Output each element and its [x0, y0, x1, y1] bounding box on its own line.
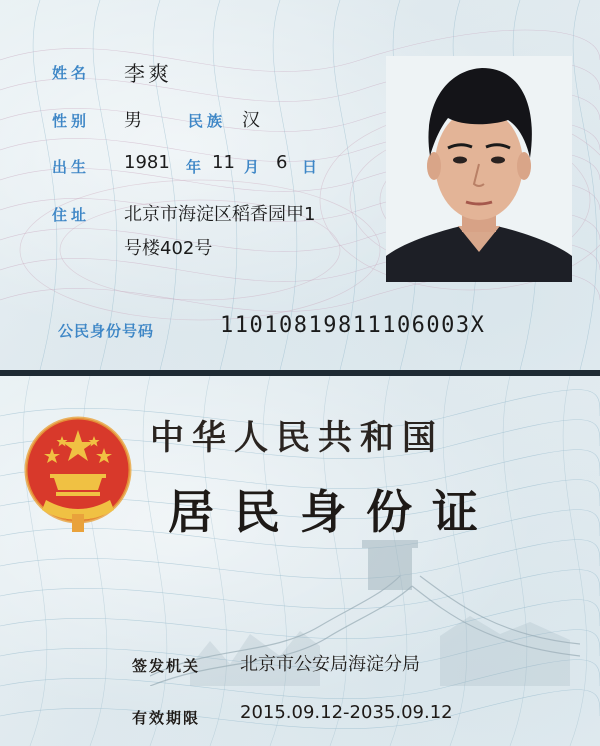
ethnicity-value: 汉 — [242, 110, 260, 131]
birth-day: 6 — [276, 152, 288, 173]
birth-day-unit: 日 — [302, 158, 318, 176]
validity-value: 2015.09.12-2035.09.12 — [240, 702, 453, 723]
name-value: 李爽 — [124, 62, 172, 86]
card-title: 居民身份证 — [168, 485, 498, 539]
birth-year-unit: 年 — [186, 158, 202, 176]
validity-label: 有效期限 — [132, 709, 201, 727]
id-card-back — [0, 376, 600, 746]
name-label: 姓名 — [52, 64, 91, 82]
id-card-front — [0, 0, 600, 370]
country-title: 中华人民共和国 — [150, 418, 444, 458]
address-line2: 号楼402号 — [124, 238, 213, 259]
gender-value: 男 — [124, 110, 142, 131]
issuing-authority-label: 签发机关 — [132, 657, 201, 675]
id-number-value: 11010819811106003X — [220, 313, 486, 338]
birth-year: 1981 — [124, 152, 170, 173]
address-line1: 北京市海淀区稻香园甲1 — [124, 204, 316, 225]
portrait-photo — [386, 56, 572, 282]
birth-month-unit: 月 — [244, 158, 260, 176]
address-label: 住址 — [52, 206, 91, 224]
birth-label: 出生 — [52, 158, 91, 176]
birth-month: 11 — [212, 152, 235, 173]
id-number-label: 公民身份号码 — [58, 322, 155, 340]
ethnicity-label: 民族 — [188, 112, 227, 130]
national-emblem-icon — [22, 414, 134, 532]
issuing-authority-value: 北京市公安局海淀分局 — [240, 654, 420, 675]
gender-label: 性别 — [52, 112, 91, 130]
